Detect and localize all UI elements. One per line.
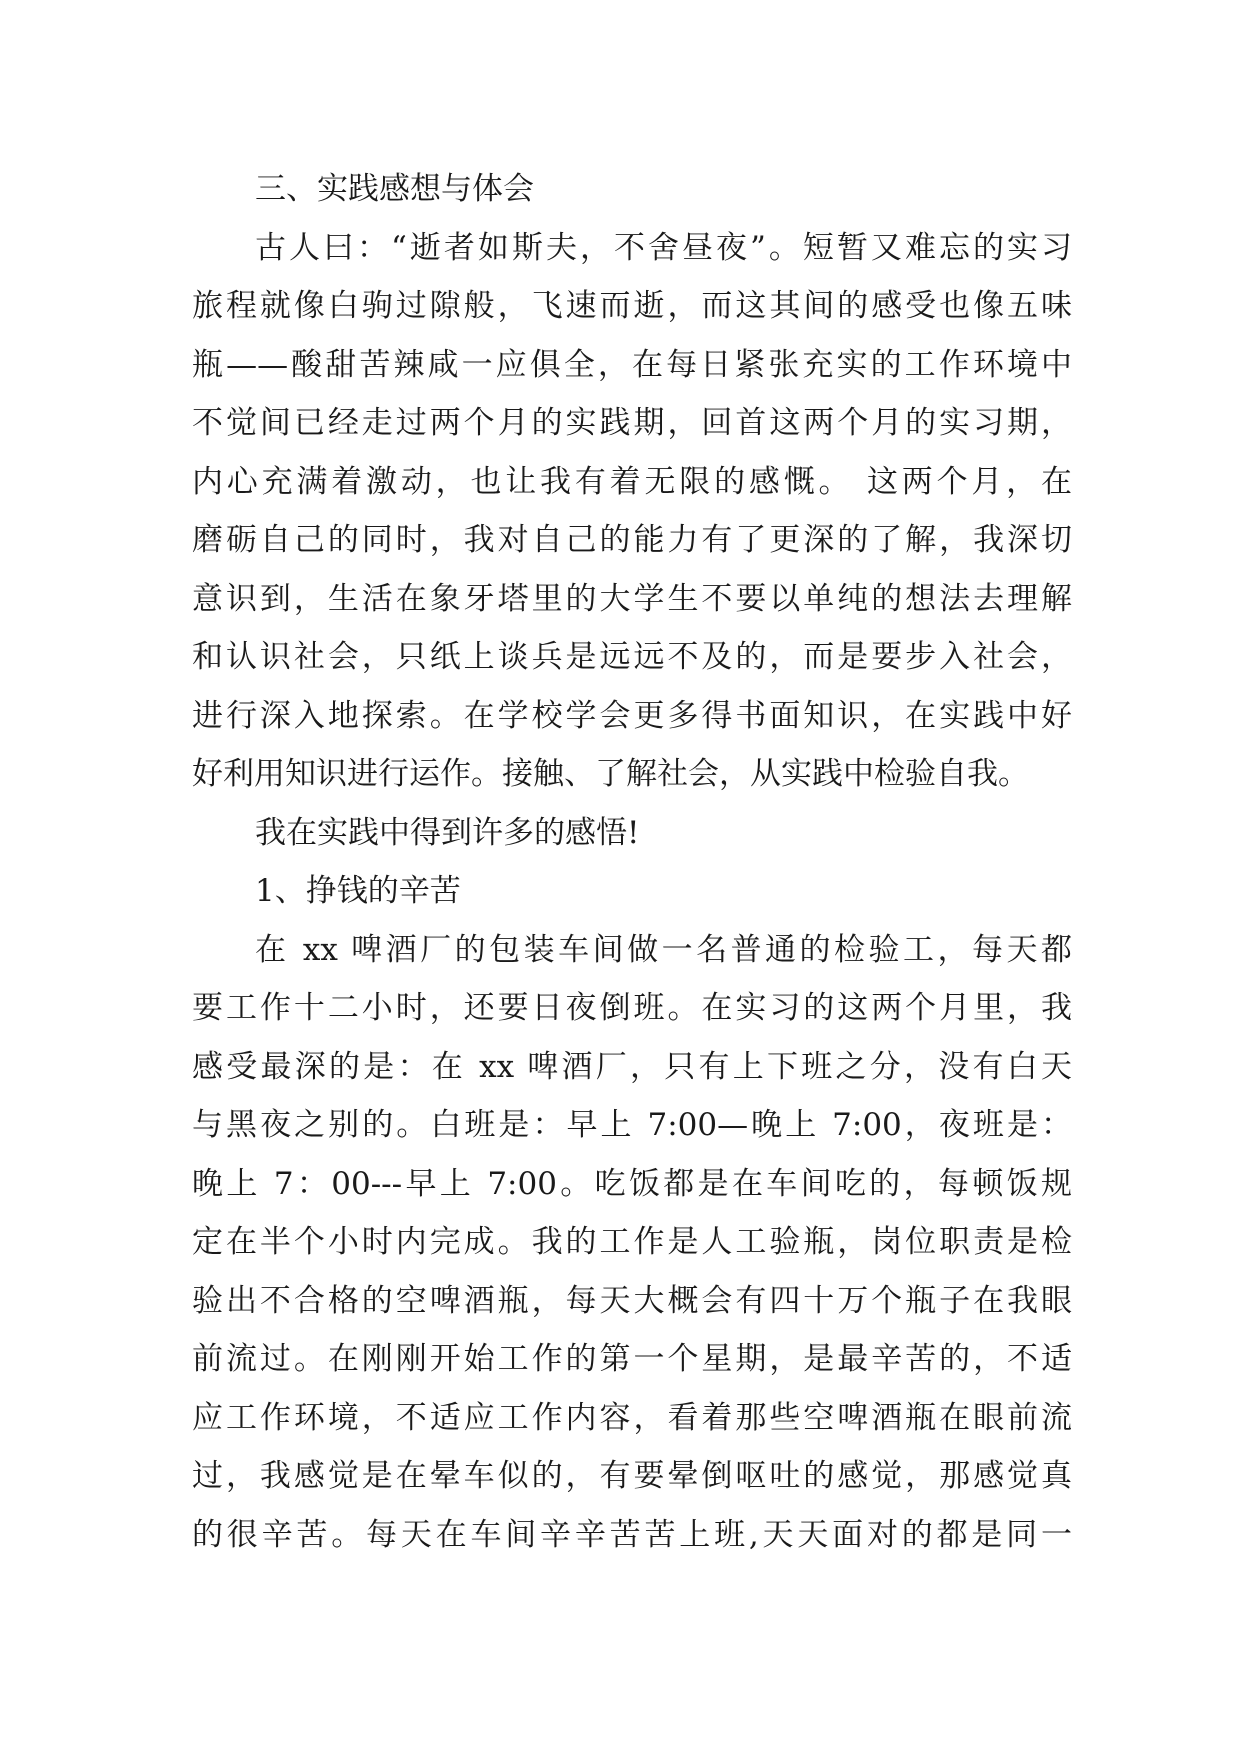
paragraph-line: 磨砺自己的同时，我对自己的能力有了更深的了解，我深切	[192, 522, 1072, 558]
paragraph-line: 进行深入地探索。在学校学会更多得书面知识，在实践中好	[192, 697, 1072, 734]
paragraph-line: 意识到，生活在象牙塔里的大学生不要以单纯的想法去理解	[192, 580, 1072, 617]
paragraph-line: 和认识社会，只纸上谈兵是远远不及的，而是要步入社会，	[192, 639, 1072, 675]
paragraph-line: 前流过。在刚刚开始工作的第一个星期，是最辛苦的，不适	[192, 1341, 1072, 1377]
paragraph-line: 内心充满着激动，也让我有着无限的感慨。 这两个月，在	[192, 463, 1072, 500]
paragraph-line: 定在半个小时内完成。我的工作是人工验瓶，岗位职责是检	[192, 1224, 1072, 1260]
paragraph-line: 在 xx 啤酒厂的包装车间做一名普通的检验工，每天都	[255, 931, 1072, 968]
subsection-heading: 1、挣钱的辛苦	[255, 873, 461, 909]
paragraph-line: 要工作十二小时，还要日夜倒班。在实习的这两个月里，我	[192, 990, 1072, 1026]
paragraph-line: 验出不合格的空啤酒瓶，每天大概会有四十万个瓶子在我眼	[192, 1282, 1072, 1319]
paragraph-line: 好利用知识进行运作。接触、了解社会，从实践中检验自我。	[192, 756, 1029, 792]
paragraph-line: 瓶——酸甜苦辣咸一应俱全，在每日紧张充实的工作环境中	[192, 346, 1072, 383]
paragraph-line: 过，我感觉是在晕车似的，有要晕倒呕吐的感觉，那感觉真	[192, 1458, 1072, 1494]
paragraph-line: 旅程就像白驹过隙般，飞速而逝，而这其间的感受也像五味	[192, 288, 1072, 324]
paragraph-line: 不觉间已经走过两个月的实践期，回首这两个月的实习期，	[192, 405, 1072, 441]
paragraph-line: 我在实践中得到许多的感悟!	[255, 814, 640, 851]
document-body	[192, 160, 1072, 1564]
paragraph-line: 古人曰：“逝者如斯夫，不舍昼夜”。短暂又难忘的实习	[255, 229, 1072, 266]
paragraph-line: 的很辛苦。每天在车间辛辛苦苦上班,天天面对的都是同一	[192, 1516, 1072, 1553]
paragraph-line: 与黑夜之别的。白班是：早上 7:00—晚上 7:00，夜班是：	[192, 1107, 1072, 1143]
paragraph-line: 感受最深的是：在 xx 啤酒厂，只有上下班之分，没有白天	[192, 1048, 1072, 1085]
paragraph-line: 应工作环境，不适应工作内容，看着那些空啤酒瓶在眼前流	[192, 1399, 1072, 1436]
paragraph-line: 晚上 7：00---早上 7:00。吃饭都是在车间吃的，每顿饭规	[192, 1165, 1072, 1202]
section-heading: 三、实践感想与体会	[255, 171, 534, 207]
